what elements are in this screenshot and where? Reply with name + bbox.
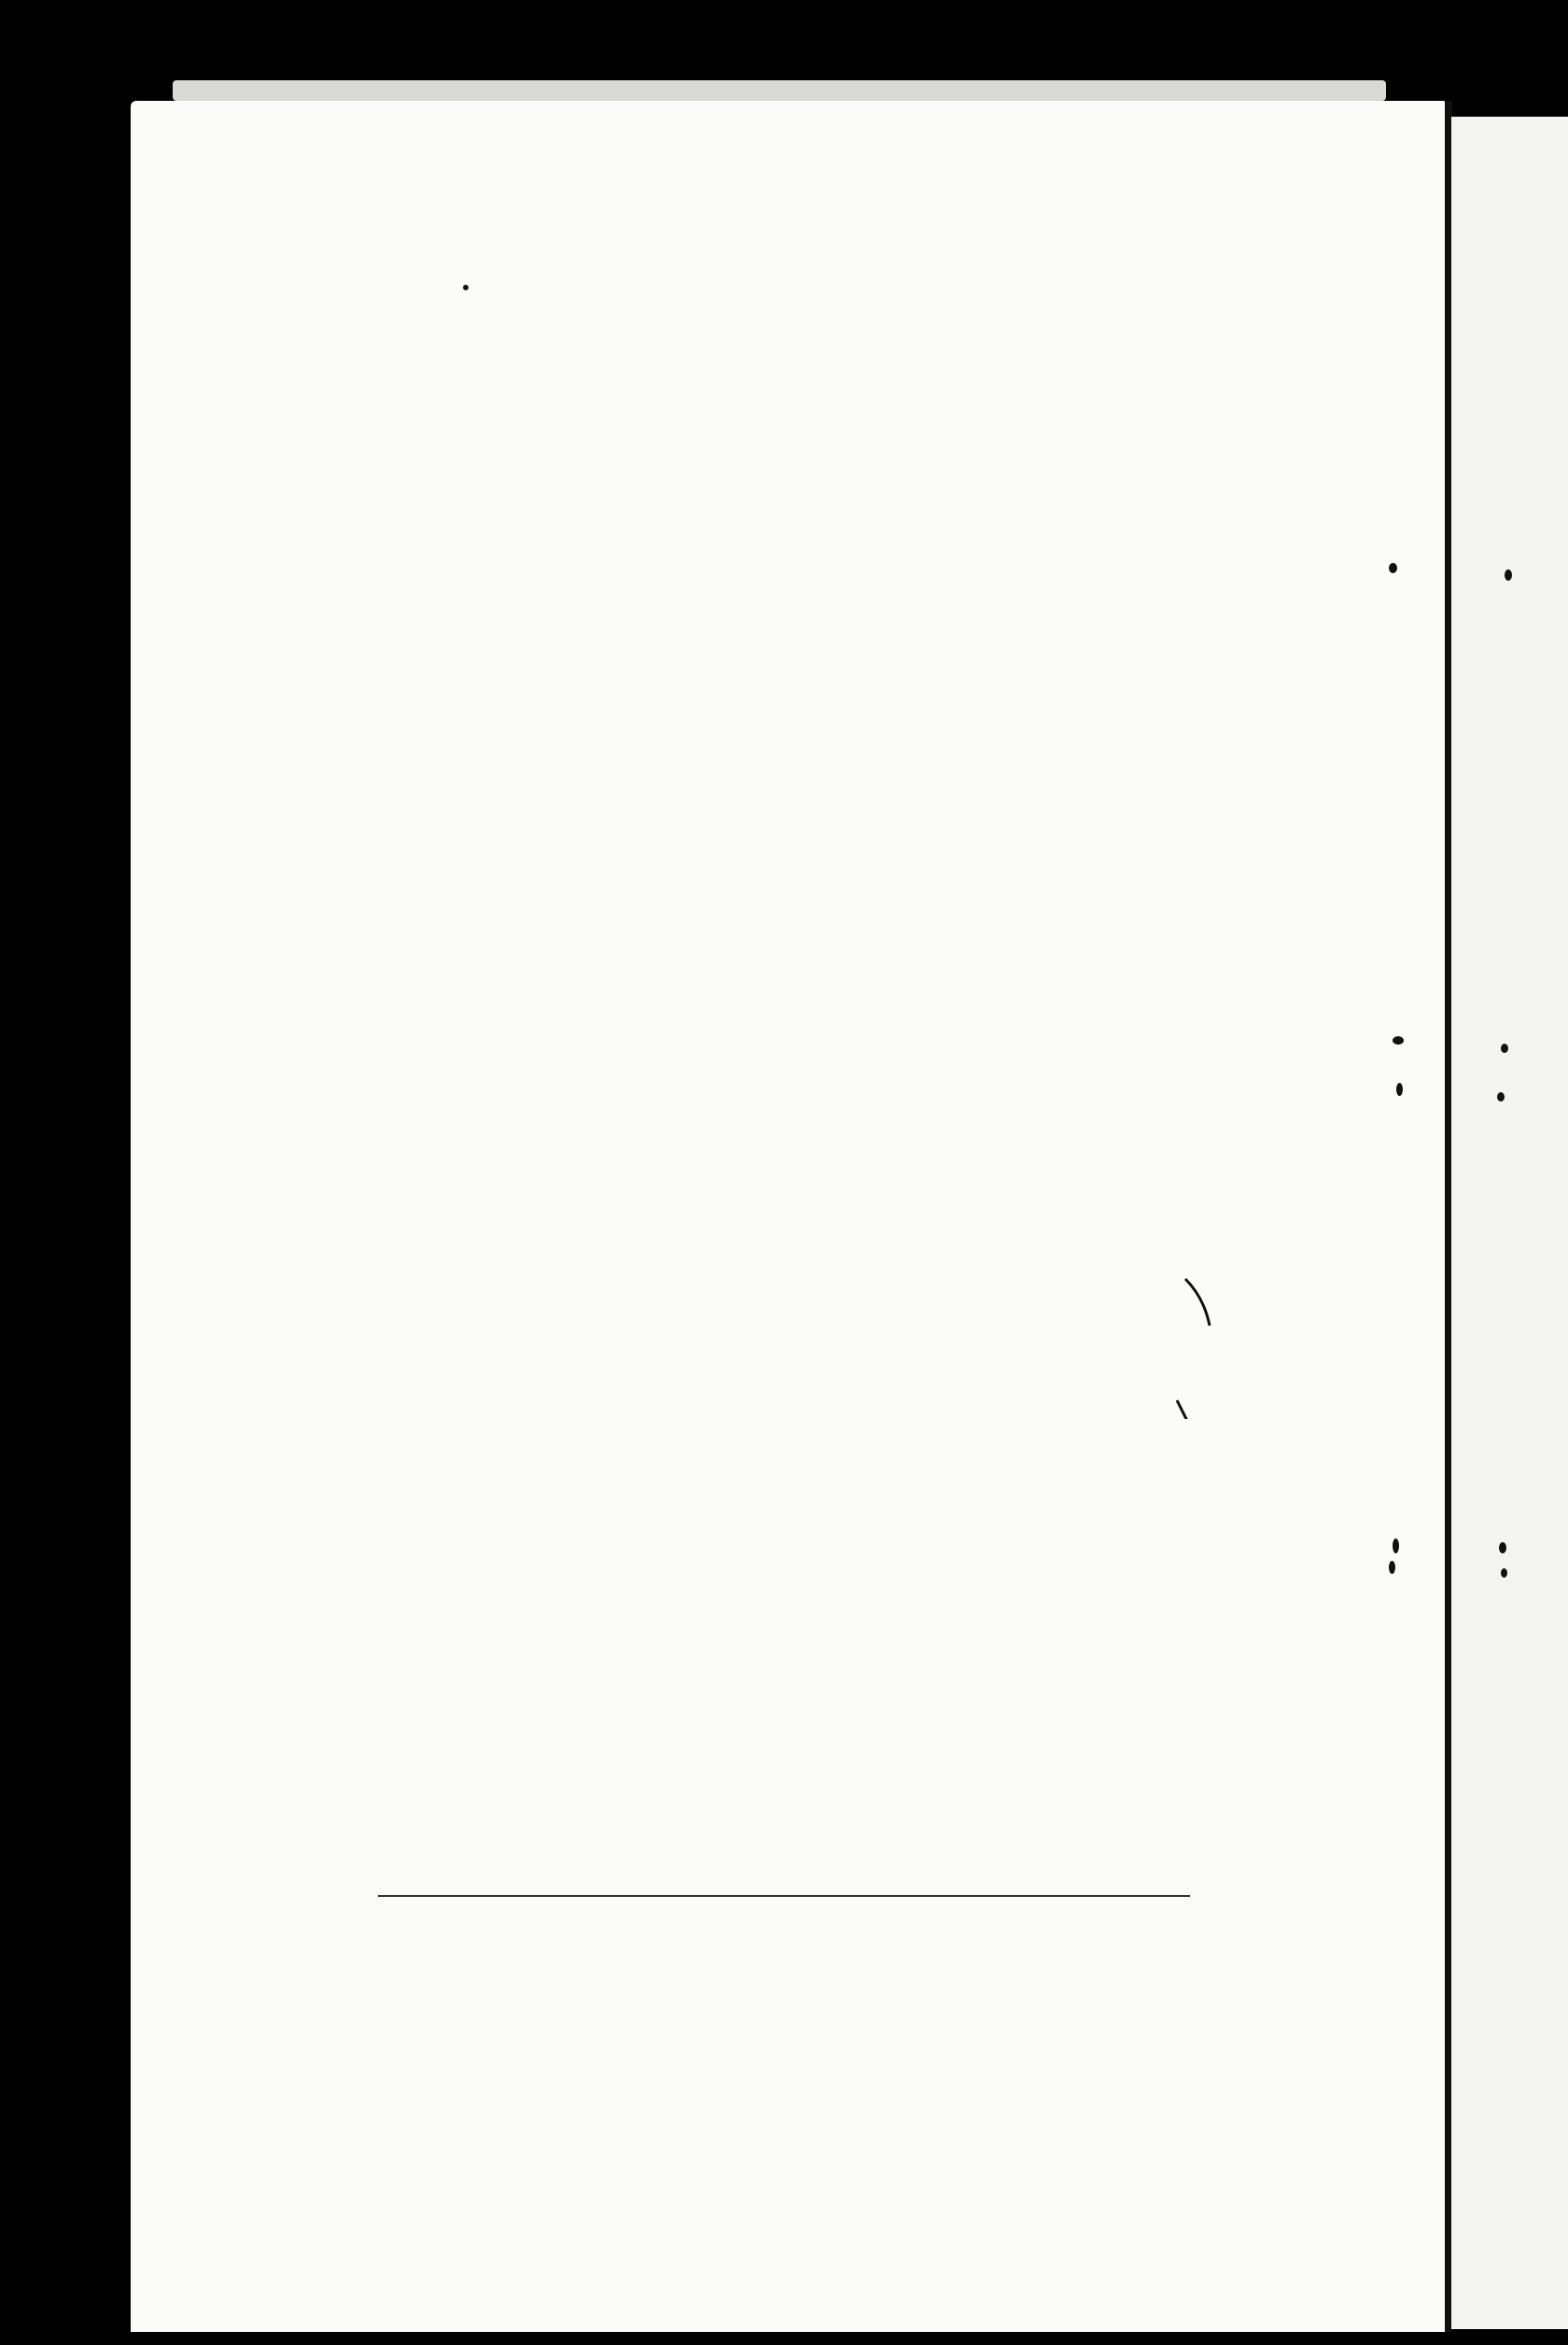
margin-speck — [1501, 1568, 1507, 1578]
margin-speck — [1505, 569, 1512, 581]
margin-speck — [1393, 1036, 1404, 1045]
margin-speck — [1501, 1044, 1508, 1053]
margin-speck — [1396, 1083, 1403, 1096]
page-header — [383, 339, 1204, 386]
facing-page-edge — [1451, 117, 1568, 2329]
margin-speck — [1497, 1092, 1505, 1102]
margin-speck — [1389, 1561, 1395, 1574]
page-top-edge — [173, 80, 1386, 101]
margin-speck — [1499, 1542, 1506, 1553]
book-page — [131, 101, 1447, 2332]
margin-speck — [463, 285, 469, 290]
footnote-rule — [378, 1895, 1190, 1897]
margin-speck — [1393, 1538, 1399, 1553]
margin-speck — [1389, 563, 1397, 573]
pen-stroke-mark — [1176, 1270, 1251, 1419]
page-body — [378, 401, 1209, 429]
